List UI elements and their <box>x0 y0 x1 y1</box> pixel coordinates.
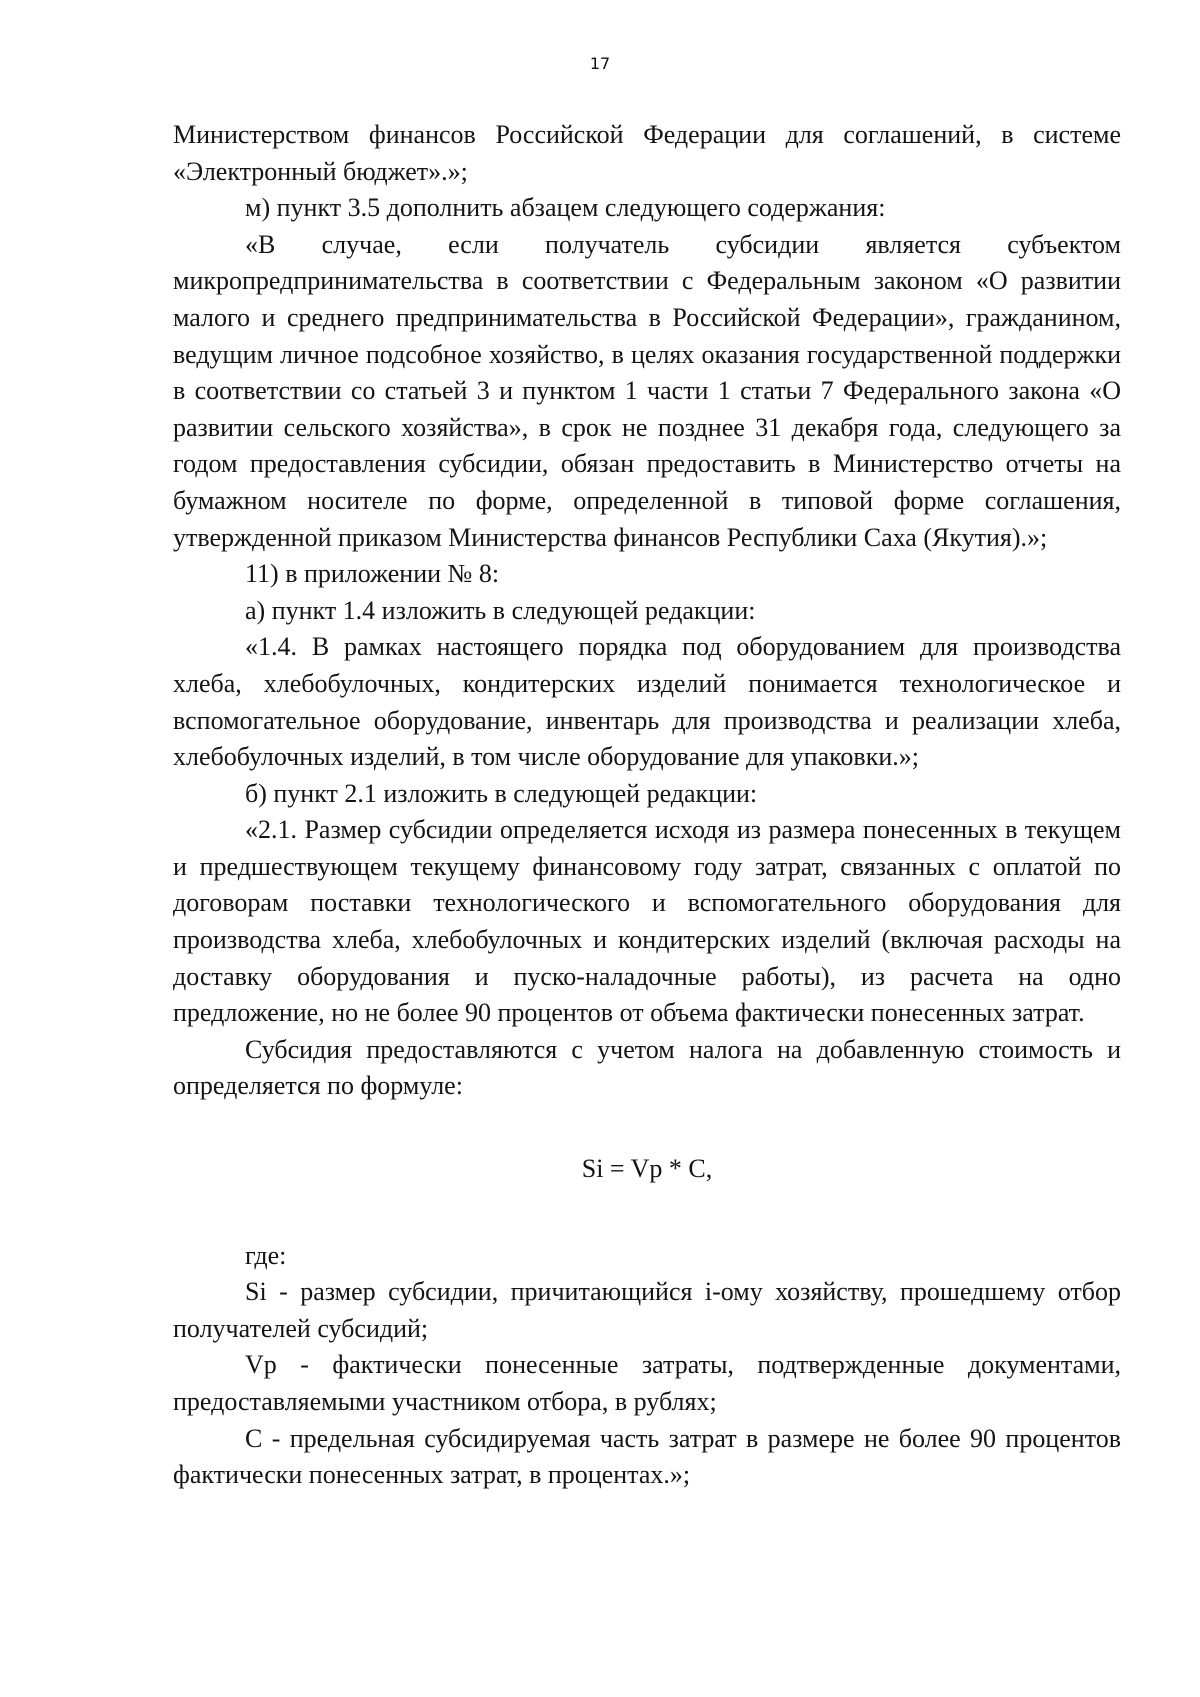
paragraph: м) пункт 3.5 дополнить абзацем следующего содержания: <box>245 193 886 223</box>
paragraph: Министерством финансов Российской Федерации для соглашений, в системе «Электронный бюджет».»; <box>173 120 1121 186</box>
page-number: 17 <box>589 54 611 73</box>
formula: Si = Vp * C, <box>581 1154 713 1184</box>
paragraph: Si - размер субсидии, причитающийся i-ому хозяйству, прошедшему отбор получателей субсидий; <box>173 1277 1121 1343</box>
paragraph: а) пункт 1.4 изложить в следующей редакции: <box>245 595 756 625</box>
paragraph: «2.1. Размер субсидии определяется исходя из размера понесенных в текущем и предшествующем текущему финансовому году затрат, связанных с оплатой по договорам поставки технологического и вспомогательного оборудования для производства хлеба, хлебобулочных и кондитерских изделий (включая расходы на доставку оборудования и пуско-наладочные работы), из расчета на одно предложение, но не более 90 процентов от объема фактически понесенных затрат. <box>173 815 1121 1028</box>
paragraph: где: <box>245 1240 287 1270</box>
paragraph: Субсидия предоставляются с учетом налога на добавленную стоимость и определяется по формуле: <box>173 1034 1121 1101</box>
paragraph: «В случае, если получатель субсидии является субъектом микропредпринимательства в соответствии с Федеральным законом «О развитии малого и среднего предпринимательства в Российской Федерации», гражданином, ведущим личное подсобное хозяйство, в целях оказания государственной поддержки в соответствии со статьей 3 и пунктом 1 части 1 статьи 7 Федерального закона «О развитии сельского хозяйства», в срок не позднее 31 декабря года, следующего за годом предоставления субсидии, обязан предоставить в Министерство отчеты на бумажном носителе по форме, определенной в типовой форме соглашения, утвержденной приказом Министерства финансов Республики Саха (Якутия).»; <box>173 229 1121 552</box>
paragraph: Vp - фактически понесенные затраты, подтвержденные документами, предоставляемыми участником отбора, в рублях; <box>173 1350 1121 1416</box>
paragraph: 11) в приложении № 8: <box>245 559 500 589</box>
paragraph: б) пункт 2.1 изложить в следующей редакции: <box>245 778 758 808</box>
document-body <box>173 117 1121 1494</box>
paragraph: С - предельная субсидируемая часть затрат в размере не более 90 процентов фактически понесенных затрат, в процентах.»; <box>173 1423 1121 1490</box>
paragraph: «1.4. В рамках настоящего порядка под оборудованием для производства хлеба, хлебобулочных, кондитерских изделий понимается технологическое и вспомогательное оборудование, инвентарь для производства и реализации хлеба, хлебобулочных изделий, в том числе оборудование для упаковки.»; <box>173 632 1121 772</box>
